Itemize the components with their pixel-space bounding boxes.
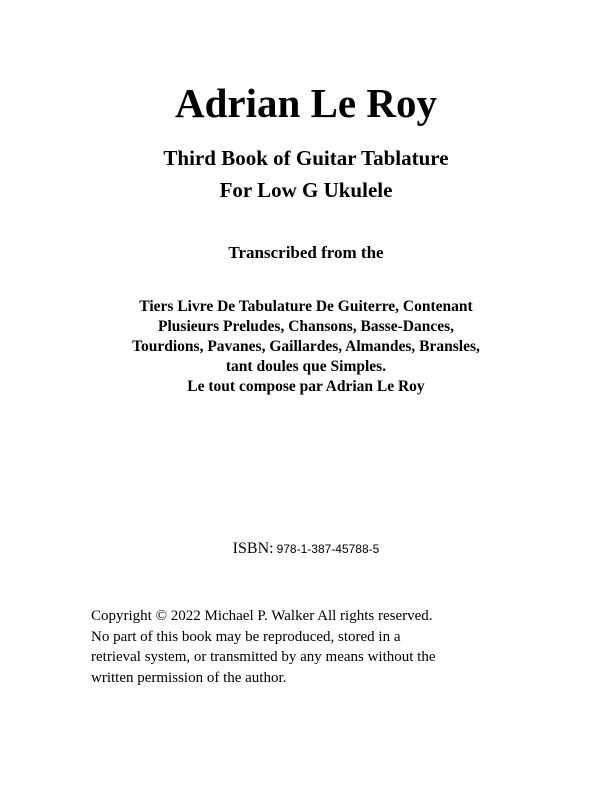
transcribed-from-label: Transcribed from the <box>228 243 384 262</box>
original-title-line: Tourdions, Pavanes, Gaillardes, Almandes, Bransles, <box>132 338 480 355</box>
original-title-line: Tiers Livre De Tabulature De Guiterre, Contenant <box>139 298 473 315</box>
copyright-notice <box>91 606 531 688</box>
isbn-number: 978-1-387-45788-5 <box>276 542 380 556</box>
isbn-label: ISBN: <box>232 540 274 557</box>
original-title-line: Le tout compose par Adrian Le Roy <box>187 378 425 395</box>
subtitle-line-2: For Low G Ukulele <box>219 178 393 202</box>
original-title-block <box>0 297 612 397</box>
copyright-line: written permission of the author. <box>91 669 287 686</box>
book-author-title: Adrian Le Roy <box>175 80 437 126</box>
original-title-line: Plusieurs Preludes, Chansons, Basse-Dances, <box>158 318 454 335</box>
copyright-line: Copyright © 2022 Michael P. Walker All rights reserved. <box>91 608 433 624</box>
copyright-line: retrieval system, or transmitted by any means without the <box>91 649 436 665</box>
copyright-line: No part of this book may be reproduced, stored in a <box>91 628 401 645</box>
original-title-line: tant doules que Simples. <box>225 358 387 375</box>
isbn-line <box>0 539 612 559</box>
subtitle-line-1: Third Book of Guitar Tablature <box>163 146 449 170</box>
